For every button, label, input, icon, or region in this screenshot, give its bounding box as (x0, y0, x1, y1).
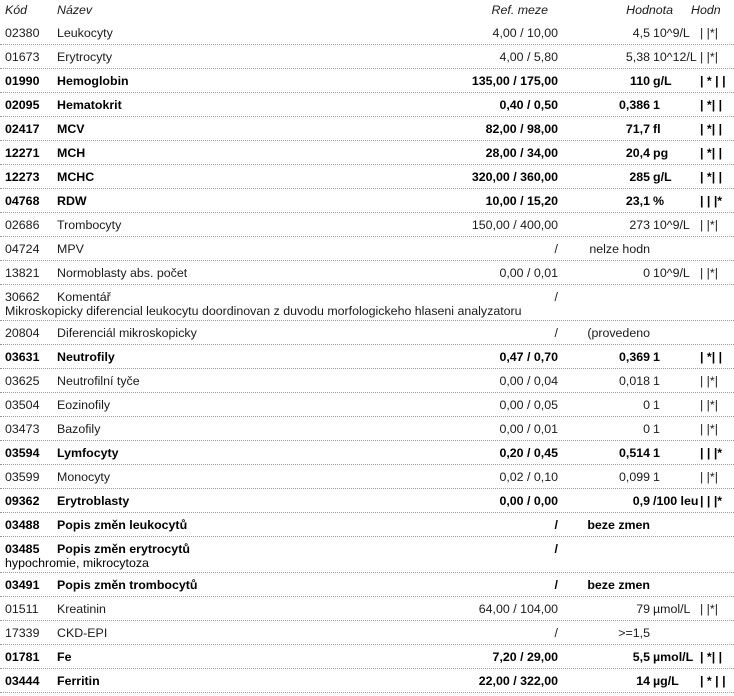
flag-cell: | | |* (700, 446, 723, 460)
table-row (0, 537, 734, 573)
name-cell: Diferenciál mikroskopicky (57, 326, 197, 340)
code-cell: 02686 (5, 218, 40, 232)
code-cell: 02417 (5, 122, 40, 136)
code-cell: 03485 (5, 542, 40, 556)
code-cell: 03599 (5, 470, 40, 484)
comment-text: Mikroskopicky diferencial leukocytu doordinovan z duvodu morfologickeho hlaseni analyzatoru (5, 304, 522, 318)
unit-cell: 1 (653, 470, 660, 484)
code-cell: 01673 (5, 50, 40, 64)
table-row (0, 645, 734, 669)
table-row (0, 321, 734, 345)
value-cell: 23,1 (625, 194, 650, 208)
value-cell: 273 (629, 218, 650, 232)
name-cell: CKD-EPI (57, 626, 108, 640)
name-cell: Trombocyty (57, 218, 122, 232)
unit-cell: 10^9/L (653, 266, 690, 280)
unit-cell: g/L (653, 74, 672, 88)
ref-range-cell: 150,00 / 400,00 (471, 218, 558, 232)
ref-range-cell: 10,00 / 15,20 (485, 194, 558, 208)
ref-range-cell: 0,00 / 0,05 (499, 398, 558, 412)
code-cell: 03631 (5, 350, 40, 364)
header-flag: Hodn (691, 3, 721, 17)
flag-cell: | |*| (700, 218, 718, 232)
value-cell: 0,386 (618, 98, 650, 112)
ref-range-cell: / (554, 242, 558, 256)
ref-range-cell: / (554, 290, 558, 304)
name-cell: Popis změn leukocytů (57, 518, 188, 532)
value-cell: 5,5 (632, 650, 650, 664)
flag-cell: | *| | (700, 350, 723, 364)
code-cell: 03488 (5, 518, 40, 532)
flag-cell: | |*| (700, 398, 718, 412)
flag-cell: | | |* (700, 494, 723, 508)
flag-cell: | |*| (700, 374, 718, 388)
unit-cell: fl (653, 122, 661, 136)
ref-range-cell: 0,47 / 0,70 (499, 350, 558, 364)
unit-cell: 10^12/L (653, 50, 697, 64)
header-ref: Ref. meze (491, 3, 548, 17)
ref-range-cell: 135,00 / 175,00 (471, 74, 558, 88)
code-cell: 03491 (5, 578, 40, 592)
table-row (0, 213, 734, 237)
code-cell: 01990 (5, 74, 40, 88)
value-cell: beze zmen (587, 518, 650, 532)
name-cell: Bazofily (57, 422, 101, 436)
code-cell: 01511 (5, 602, 39, 616)
code-cell: 02380 (5, 26, 40, 40)
table-row (0, 21, 734, 45)
ref-range-cell: 22,00 / 322,00 (478, 674, 558, 688)
flag-cell: | | |* (700, 194, 723, 208)
name-cell: MCHC (57, 170, 95, 184)
unit-cell: 10^9/L (653, 26, 690, 40)
ref-range-cell: 7,20 / 29,00 (492, 650, 558, 664)
name-cell: Normoblasty abs. počet (57, 266, 188, 280)
flag-cell: | *| | (700, 122, 723, 136)
value-cell: 0 (643, 266, 650, 280)
unit-cell: pg (653, 146, 669, 160)
ref-range-cell: / (554, 518, 558, 532)
unit-cell: 1 (653, 446, 660, 460)
table-row (0, 93, 734, 117)
ref-range-cell: 64,00 / 104,00 (478, 602, 558, 616)
code-cell: 03594 (5, 446, 40, 460)
header-code: Kód (5, 3, 28, 17)
value-cell: 285 (629, 170, 650, 184)
value-cell: beze zmen (587, 578, 650, 592)
name-cell: Popis změn erytrocytů (57, 542, 190, 556)
value-cell: >=1,5 (618, 626, 650, 640)
unit-cell: µmol/L (653, 602, 691, 616)
value-cell: 71,7 (625, 122, 650, 136)
name-cell: Komentář (57, 290, 111, 304)
value-cell: 0 (643, 398, 650, 412)
name-cell: Hemoglobin (57, 74, 129, 88)
name-cell: MPV (57, 242, 84, 256)
name-cell: Fe (57, 650, 72, 664)
name-cell: Erytrocyty (57, 50, 113, 64)
value-cell: nelze hodn (589, 242, 650, 256)
table-row (0, 285, 734, 321)
name-cell: Neutrofilní tyče (57, 374, 140, 388)
table-row (0, 669, 734, 693)
flag-cell: | *| | (700, 650, 723, 664)
name-cell: Kreatinin (57, 602, 106, 616)
table-row (0, 465, 734, 489)
flag-cell: | |*| (700, 470, 718, 484)
name-cell: Neutrofily (57, 350, 115, 364)
value-cell: 0,9 (632, 494, 650, 508)
table-row (0, 189, 734, 213)
unit-cell: µg/L (653, 674, 679, 688)
code-cell: 09362 (5, 494, 40, 508)
comment-text: hypochromie, mikrocytoza (5, 556, 149, 570)
value-cell: 0,514 (618, 446, 650, 460)
table-row (0, 141, 734, 165)
ref-range-cell: 320,00 / 360,00 (471, 170, 558, 184)
unit-cell: 1 (653, 422, 660, 436)
code-cell: 01781 (5, 650, 40, 664)
table-row (0, 621, 734, 645)
value-cell: 4,5 (632, 26, 650, 40)
name-cell: Lymfocyty (57, 446, 119, 460)
ref-range-cell: 0,00 / 0,00 (499, 494, 558, 508)
table-row (0, 369, 734, 393)
flag-cell: | |*| (700, 50, 718, 64)
table-row (0, 393, 734, 417)
flag-cell: | *| | (700, 146, 723, 160)
table-row (0, 573, 734, 597)
ref-range-cell: 0,20 / 0,45 (499, 446, 558, 460)
name-cell: MCV (57, 122, 85, 136)
unit-cell: 1 (653, 350, 660, 364)
value-cell: 20,4 (625, 146, 650, 160)
results-table (0, 21, 734, 693)
code-cell: 30662 (5, 290, 40, 304)
name-cell: Erytroblasty (57, 494, 130, 508)
code-cell: 04768 (5, 194, 40, 208)
ref-range-cell: 4,00 / 5,80 (499, 50, 558, 64)
name-cell: Leukocyty (57, 26, 113, 40)
name-cell: Eozinofily (57, 398, 111, 412)
ref-range-cell: 0,00 / 0,01 (499, 422, 558, 436)
table-row (0, 597, 734, 621)
unit-cell: 1 (653, 398, 660, 412)
table-row (0, 237, 734, 261)
code-cell: 13821 (5, 266, 40, 280)
name-cell: Monocyty (57, 470, 111, 484)
table-header (0, 0, 734, 20)
name-cell: Hematokrit (57, 98, 122, 112)
name-cell: RDW (57, 194, 87, 208)
header-name: Název (57, 3, 93, 17)
ref-range-cell: 0,40 / 0,50 (499, 98, 558, 112)
value-cell: 0,018 (618, 374, 650, 388)
table-row (0, 45, 734, 69)
code-cell: 04724 (5, 242, 40, 256)
value-cell: 14 (636, 674, 650, 688)
table-row (0, 261, 734, 285)
unit-cell: 10^9/L (653, 218, 690, 232)
unit-cell: /100 leu (653, 494, 699, 508)
flag-cell: | |*| (700, 422, 718, 436)
ref-range-cell: 0,00 / 0,04 (499, 374, 558, 388)
code-cell: 03473 (5, 422, 40, 436)
value-cell: 5,38 (625, 50, 650, 64)
table-row (0, 513, 734, 537)
flag-cell: | *| | (700, 98, 723, 112)
flag-cell: | |*| (700, 266, 718, 280)
code-cell: 12273 (5, 170, 40, 184)
code-cell: 03444 (5, 674, 40, 688)
name-cell: Popis změn trombocytů (57, 578, 198, 592)
table-row (0, 489, 734, 513)
code-cell: 02095 (5, 98, 40, 112)
table-row (0, 165, 734, 189)
code-cell: 03625 (5, 374, 40, 388)
ref-range-cell: 82,00 / 98,00 (485, 122, 558, 136)
unit-cell: 1 (653, 98, 660, 112)
table-row (0, 345, 734, 369)
table-row (0, 417, 734, 441)
flag-cell: | |*| (700, 602, 718, 616)
flag-cell: | * | | (700, 674, 726, 688)
value-cell: 110 (630, 74, 650, 88)
unit-cell: g/L (653, 170, 672, 184)
ref-range-cell: 28,00 / 34,00 (485, 146, 558, 160)
ref-range-cell: 0,00 / 0,01 (499, 266, 558, 280)
flag-cell: | * | | (700, 74, 726, 88)
code-cell: 03504 (5, 398, 40, 412)
ref-range-cell: 0,02 / 0,10 (499, 470, 558, 484)
unit-cell: µmol/L (653, 650, 694, 664)
unit-cell: % (653, 194, 665, 208)
ref-range-cell: / (554, 626, 558, 640)
ref-range-cell: 4,00 / 10,00 (492, 26, 558, 40)
name-cell: Ferritin (57, 674, 100, 688)
value-cell: 0,099 (618, 470, 650, 484)
ref-range-cell: / (554, 578, 558, 592)
header-value: Hodnota (626, 3, 673, 17)
ref-range-cell: / (554, 326, 558, 340)
table-row (0, 117, 734, 141)
value-cell: 79 (636, 602, 650, 616)
flag-cell: | |*| (700, 26, 718, 40)
table-row (0, 441, 734, 465)
code-cell: 17339 (5, 626, 40, 640)
code-cell: 12271 (5, 146, 40, 160)
unit-cell: 1 (653, 374, 660, 388)
value-cell: (provedeno (587, 326, 650, 340)
code-cell: 20804 (5, 326, 40, 340)
flag-cell: | *| | (700, 170, 723, 184)
name-cell: MCH (57, 146, 86, 160)
value-cell: 0,369 (618, 350, 650, 364)
ref-range-cell: / (554, 542, 558, 556)
value-cell: 0 (643, 422, 650, 436)
table-row (0, 69, 734, 93)
